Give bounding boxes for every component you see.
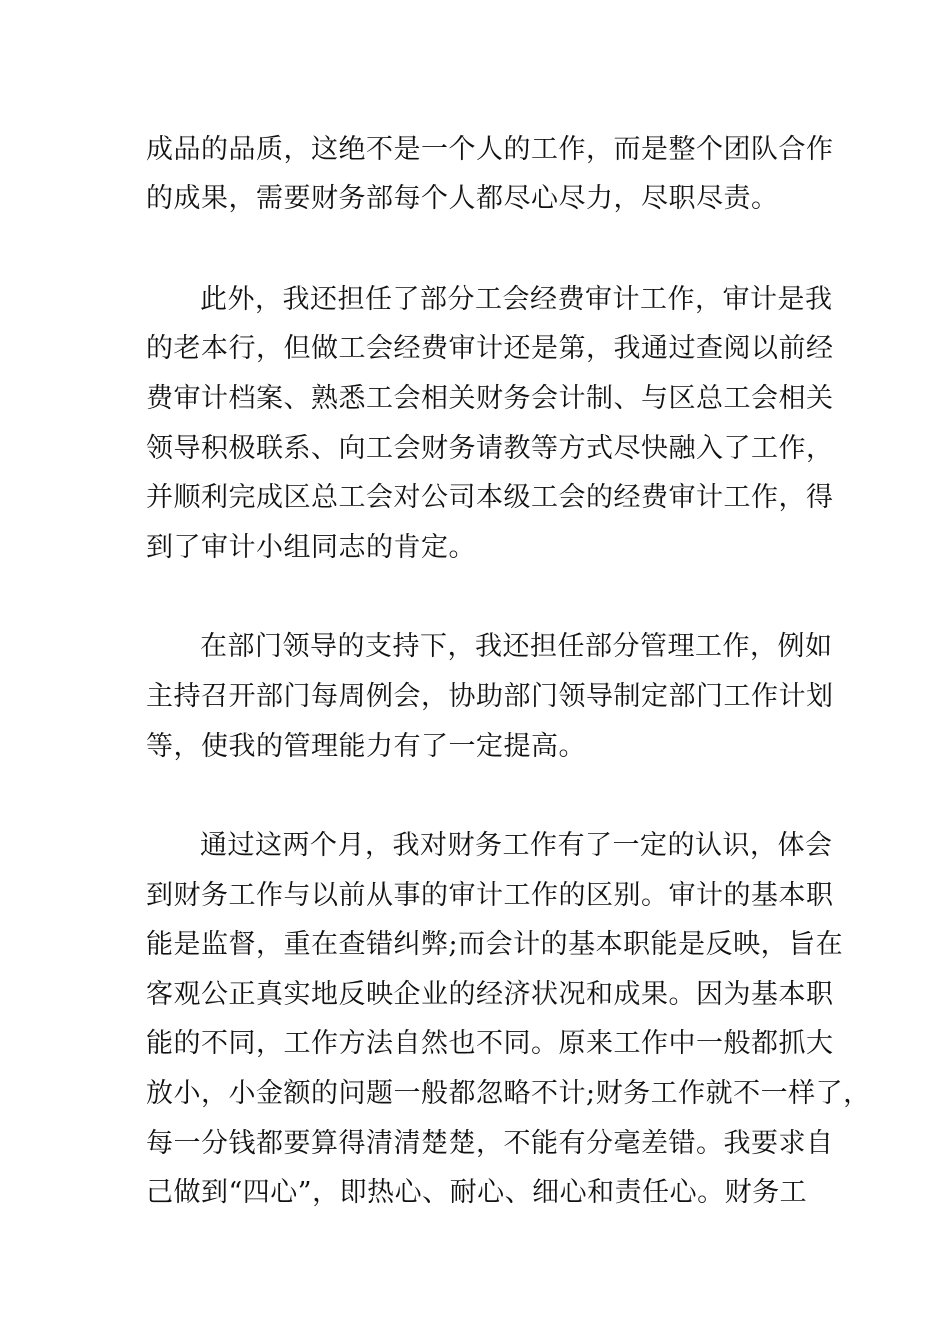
paragraph-4-line-1: 通过这两个月，我对财务工作有了一定的认识，体会 <box>200 830 833 861</box>
paragraph-4-line-7: 每一分钱都要算得清清楚楚，不能有分毫差错。我要求自 <box>146 1128 834 1159</box>
paragraph-2-line-5: 并顺利完成区总工会对公司本级工会的经费审计工作，得 <box>146 482 834 513</box>
paragraph-4-line-3: 能是监督，重在查错纠弊;而会计的基本职能是反映，旨在 <box>146 929 844 960</box>
paragraph-3-line-2: 主持召开部门每周例会，协助部门领导制定部门工作计划 <box>146 681 834 712</box>
paragraph-3-line-3: 等，使我的管理能力有了一定提高。 <box>146 731 586 762</box>
paragraph-2-line-3: 费审计档案、熟悉工会相关财务会计制、与区总工会相关 <box>146 383 834 414</box>
paragraph-4-line-6: 放小，小金额的问题一般都忽略不计;财务工作就不一样了， <box>146 1078 871 1109</box>
paragraph-2-line-1: 此外，我还担任了部分工会经费审计工作，审计是我 <box>200 284 833 315</box>
paragraph-3-line-1: 在部门领导的支持下，我还担任部分管理工作，例如 <box>200 631 833 662</box>
paragraph-1-line-1: 成品的品质，这绝不是一个人的工作，而是整个团队合作 <box>146 134 834 165</box>
paragraph-2-line-2: 的老本行，但做工会经费审计还是第，我通过查阅以前经 <box>146 333 834 364</box>
paragraph-4-line-5: 能的不同，工作方法自然也不同。原来工作中一般都抓大 <box>146 1028 834 1059</box>
paragraph-1-line-2: 的成果，需要财务部每个人都尽心尽力，尽职尽责。 <box>146 183 779 214</box>
paragraph-2-line-6: 到了审计小组同志的肯定。 <box>146 532 476 563</box>
paragraph-4-line-2: 到财务工作与以前从事的审计工作的区别。审计的基本职 <box>146 880 834 911</box>
paragraph-4-line-4: 客观公正真实地反映企业的经济状况和成果。因为基本职 <box>146 979 834 1010</box>
paragraph-4-line-8: 己做到“四心”，即热心、耐心、细心和责任心。财务工 <box>146 1177 808 1208</box>
paragraph-2-line-4: 领导积极联系、向工会财务请教等方式尽快融入了工作， <box>146 433 834 464</box>
